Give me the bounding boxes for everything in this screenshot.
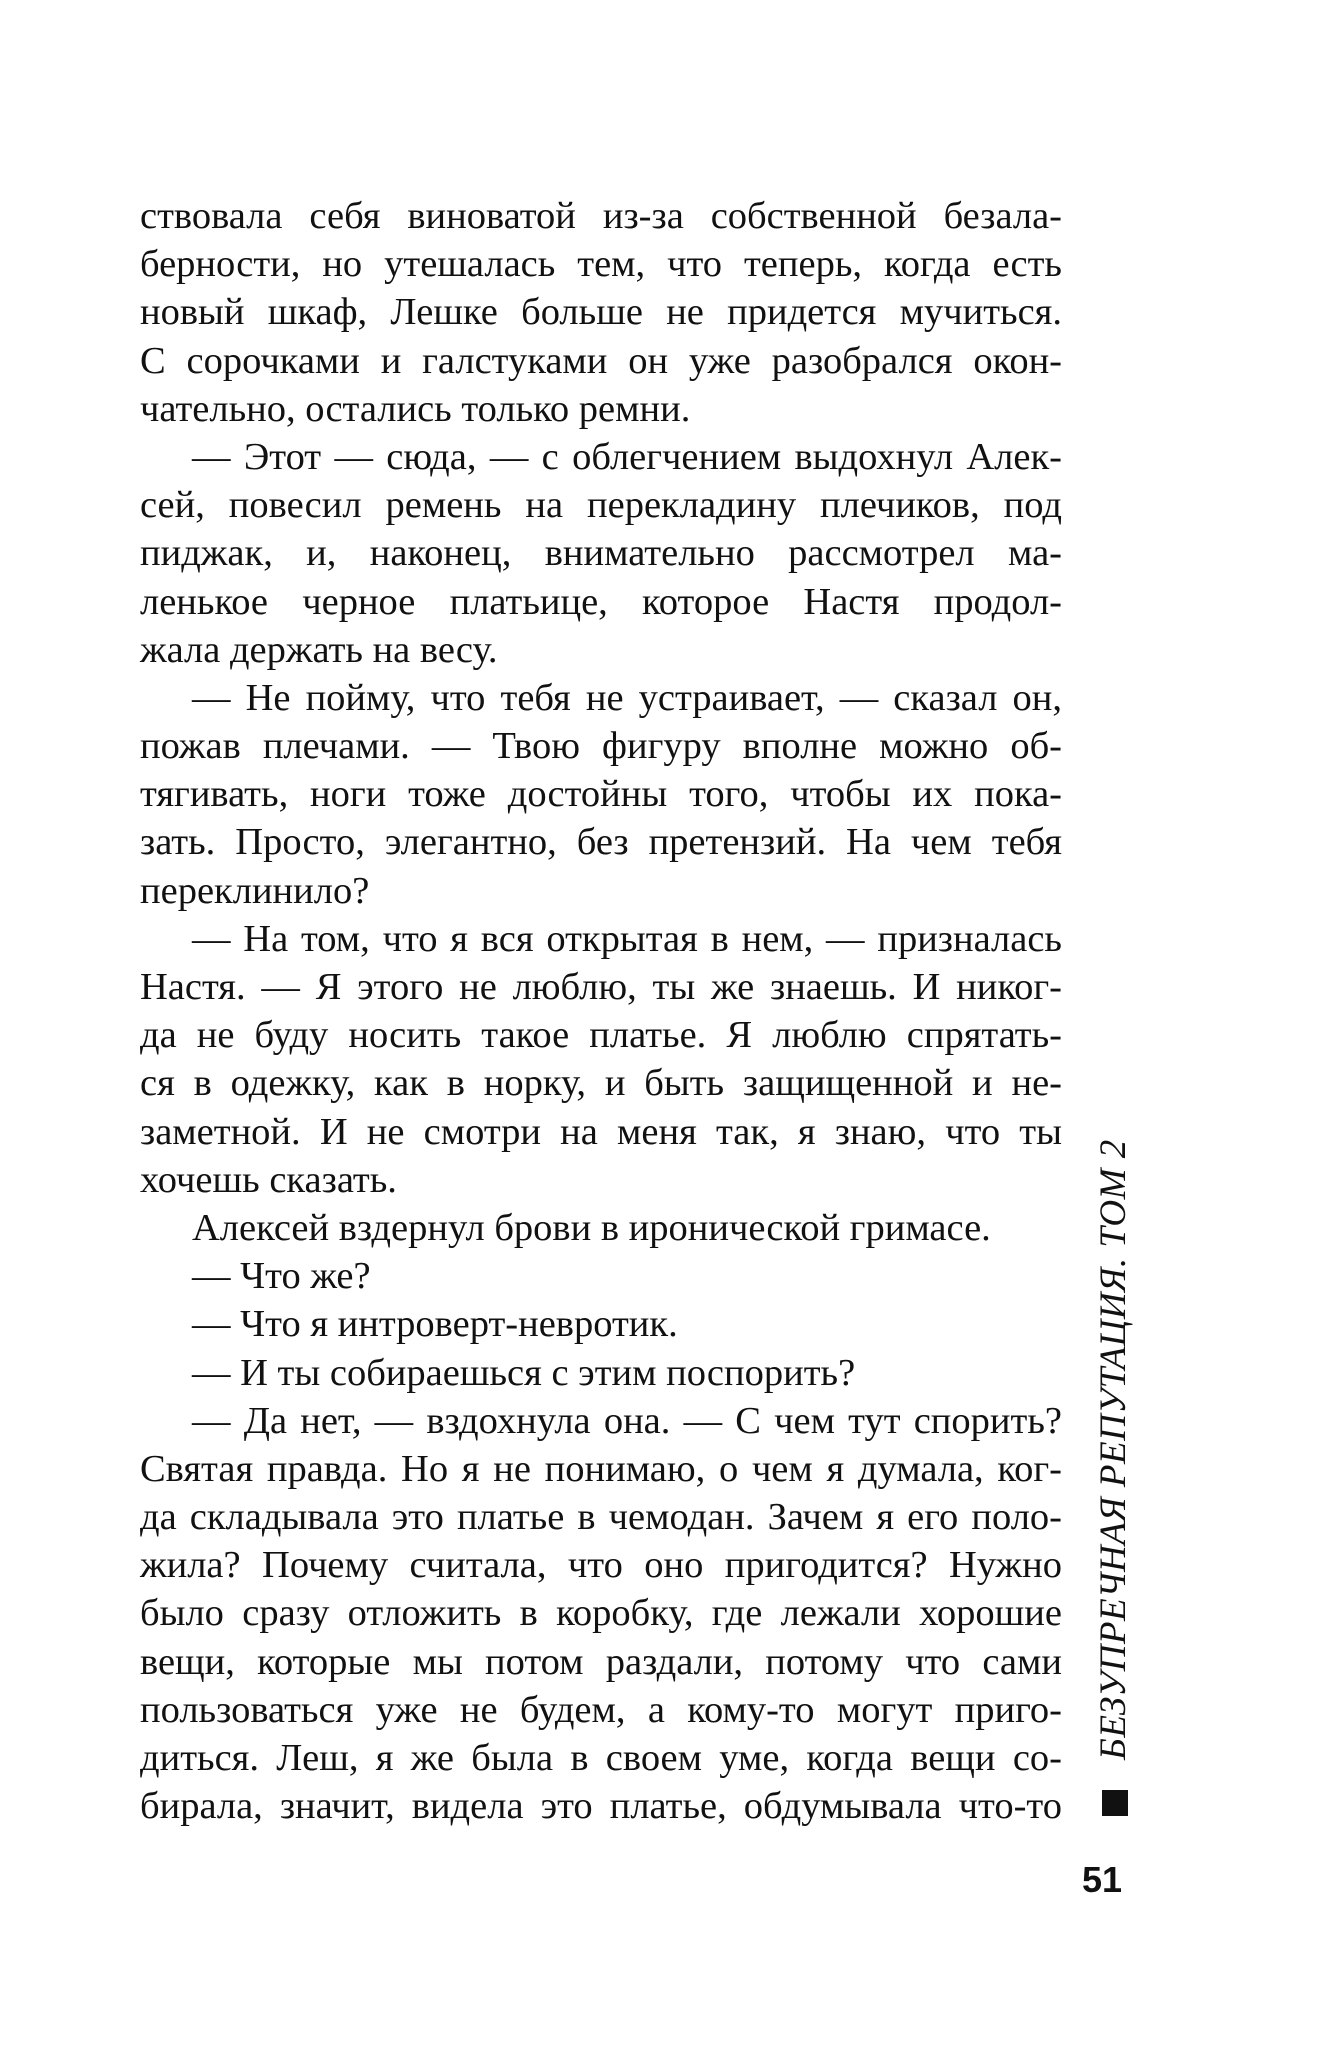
text-line: пользоваться уже не будем, а кому-то могут приго- [140, 1688, 1062, 1731]
black-square-marker [1102, 1790, 1128, 1816]
text-line: — Да нет, — вздохнула она. — С чем тут спорить? [192, 1399, 1062, 1442]
text-line: диться. Леш, я же была в своем уме, когда вещи со- [140, 1737, 1062, 1779]
text-line: — Что я интроверт-невротик. [192, 1303, 678, 1346]
text-line: Алексей вздернул брови в иронической гримасе. [192, 1206, 991, 1249]
text-line: ся в одежку, как в норку, и быть защищенной и не- [140, 1062, 1062, 1105]
text-line: берности, но утешалась тем, что теперь, когда есть [140, 243, 1062, 286]
text-line: — Этот — сюда, — с облегчением выдохнул Алек- [192, 435, 1062, 478]
text-line: пиджак, и, наконец, внимательно рассмотрел ма- [140, 532, 1062, 575]
text-line: переклинило? [140, 869, 370, 912]
text-line: Святая правда. Но я не понимаю, о чем я думала, ког- [140, 1447, 1062, 1490]
text-line: бирала, значит, видела это платье, обдумывала что-то [140, 1785, 1062, 1828]
page-number: 51 [1082, 1859, 1123, 1900]
text-line: тягивать, ноги тоже достойны того, чтобы их пока- [140, 773, 1062, 816]
text-line: жала держать на весу. [140, 628, 498, 671]
text-line: было сразу отложить в коробку, где лежали хорошие [140, 1592, 1062, 1635]
text-line: хочешь сказать. [140, 1158, 397, 1201]
text-line: ствовала себя виноватой из-за собственной безала- [140, 195, 1062, 237]
text-line: — Что же? [192, 1255, 371, 1298]
text-line: С сорочками и галстуками он уже разобрался окон- [140, 339, 1062, 382]
text-line: новый шкаф, Лешке больше не придется мучиться. [140, 291, 1062, 334]
text-line: да складывала это платье в чемодан. Зачем я его поло- [140, 1496, 1062, 1539]
text-line: ленькое черное платьице, которое Настя продол- [140, 580, 1062, 623]
text-line: чательно, остались только ремни. [140, 387, 691, 430]
text-line: да не буду носить такое платье. Я люблю спрятать- [140, 1014, 1062, 1057]
text-line: зать. Просто, элегантно, без претензий. На чем тебя [140, 821, 1062, 864]
text-line: — И ты собираешься с этим поспорить? [192, 1351, 856, 1394]
text-line: вещи, которые мы потом раздали, потому что сами [140, 1640, 1062, 1683]
text-line: жила? Почему считала, что оно пригодится? Нужно [140, 1544, 1062, 1587]
text-line: — Не пойму, что тебя не устраивает, — сказал он, [192, 676, 1062, 719]
body-text [140, 192, 1062, 1830]
text-line: Настя. — Я этого не люблю, ты же знаешь. И никог- [140, 966, 1062, 1008]
text-line: заметной. И не смотри на меня так, я знаю, что ты [140, 1110, 1062, 1153]
text-line: сей, повесил ремень на перекладину плечиков, под [140, 484, 1062, 527]
text-line: — На том, что я вся открытая в нем, — призналась [192, 917, 1062, 960]
text-line: пожав плечами. — Твою фигуру вполне можно об- [140, 725, 1062, 768]
running-title: БЕЗУПРЕЧНАЯ РЕПУТАЦИЯ. ТОМ 2 [1093, 1139, 1134, 1760]
